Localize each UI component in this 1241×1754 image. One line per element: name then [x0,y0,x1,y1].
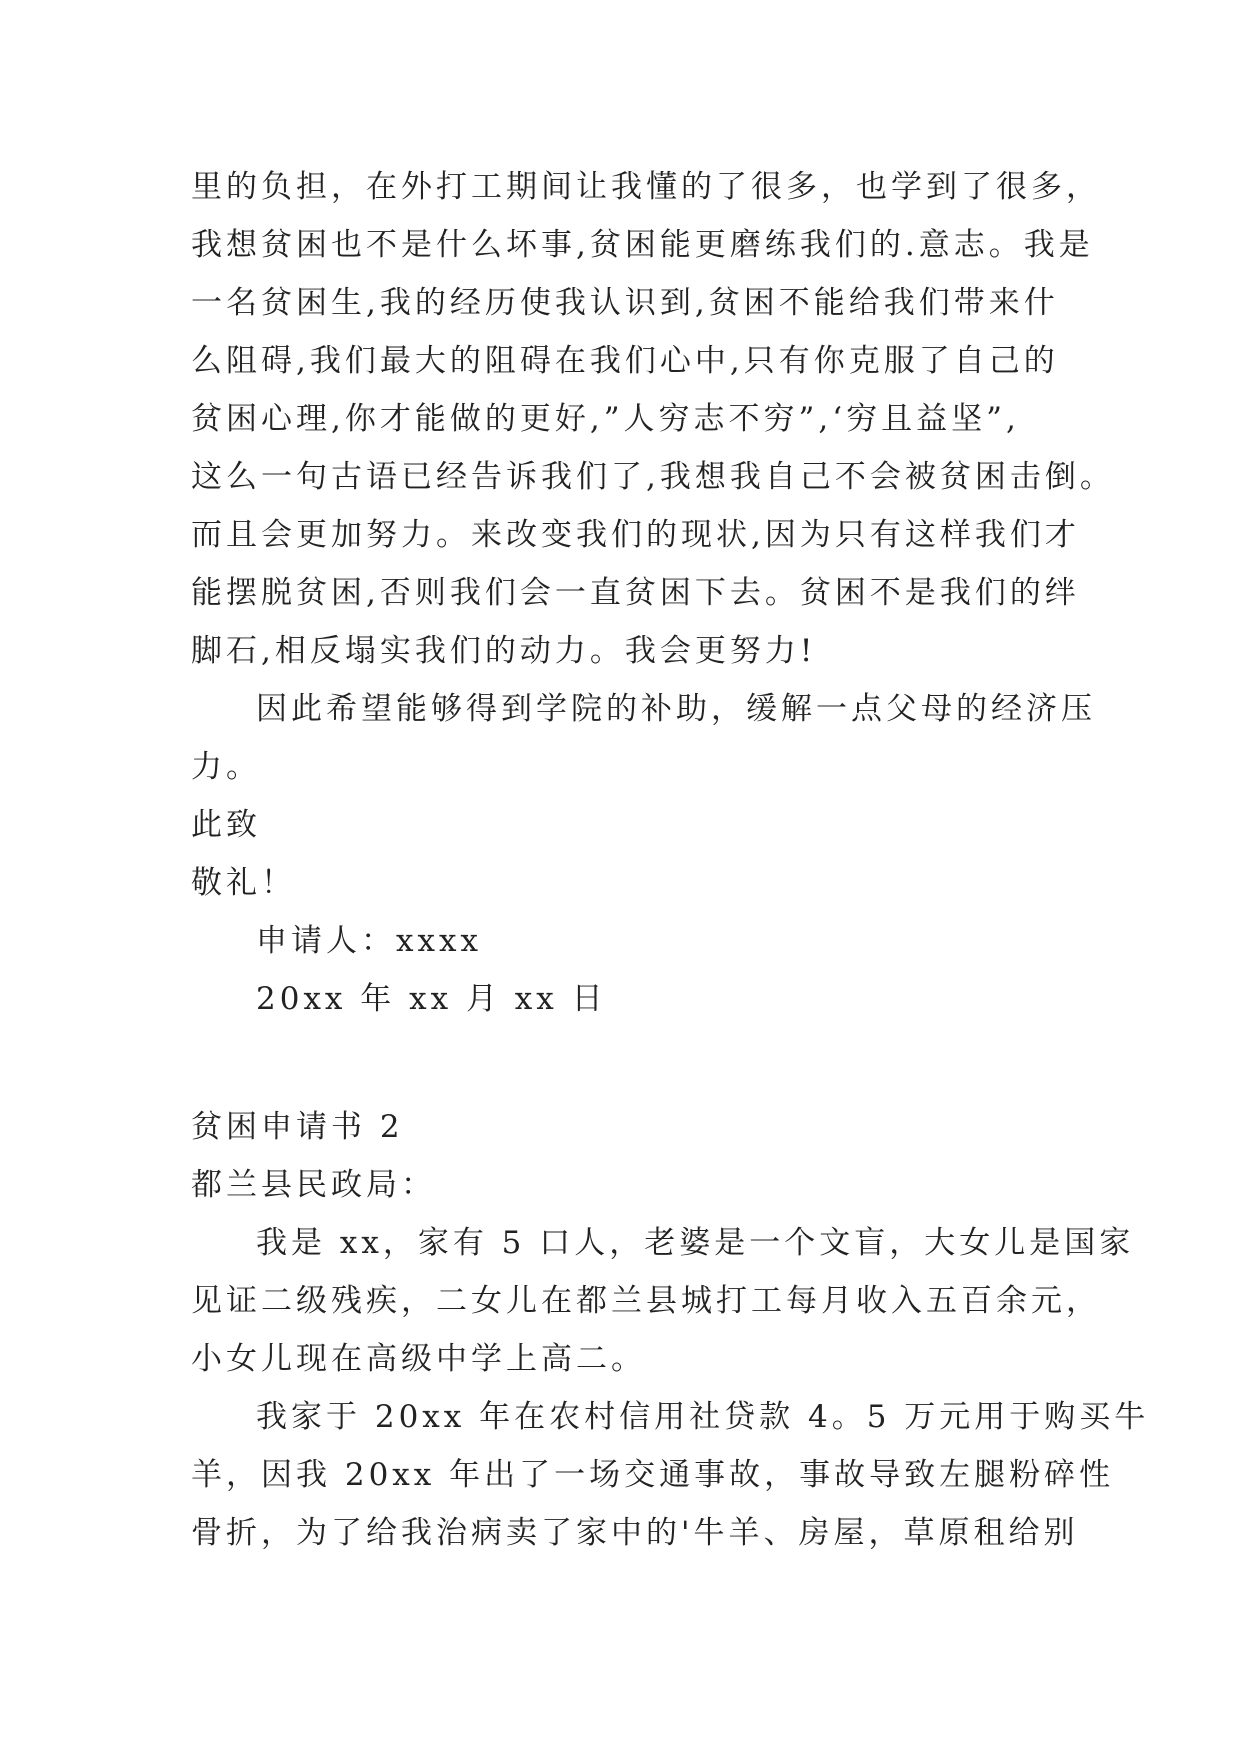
text-line: 能摆脱贫困,否则我们会一直贫困下去。贫困不是我们的绊 [191,575,1080,611]
text-line: 我想贫困也不是什么坏事,贫困能更磨练我们的.意志。我是 [191,227,1094,263]
section-title: 贫困申请书 2 [191,1109,404,1145]
text-line: 我家于 20xx 年在农村信用社贷款 4。5 万元用于购买牛 [256,1399,1150,1435]
paragraph-3 [191,1214,1135,1388]
paragraph-2 [191,680,1096,796]
paragraph-4 [191,1388,1150,1562]
text-line: 因此希望能够得到学院的补助，缓解一点父母的经济压 [256,691,1096,727]
document-body [191,158,1150,1562]
text-line: 而且会更加努力。来改变我们的现状,因为只有这样我们才 [191,517,1080,553]
text-line: 见证二级残疾，二女儿在都兰县城打工每月收入五百余元， [191,1283,1101,1319]
text-line: 贫困心理,你才能做的更好,”人穷志不穷”,‘穷且益坚”, [191,401,1020,437]
text-line: 力。 [191,749,261,785]
text-line: 羊，因我 20xx 年出了一场交通事故，事故导致左腿粉碎性 [191,1457,1115,1493]
section-spacer [191,1028,1071,1098]
application-date: 20xx 年 xx 月 xx 日 [256,981,607,1017]
text-line: 一名贫困生,我的经历使我认识到,贫困不能给我们带来什 [191,285,1059,321]
applicant-signature: 申请人：xxxx [256,923,482,959]
text-line: 脚石,相反塌实我们的动力。我会更努力! [191,633,817,669]
recipient: 都兰县民政局： [191,1167,436,1203]
closing-regards: 敬礼！ [191,865,296,901]
text-line: 么阻碍,我们最大的阻碍在我们心中,只有你克服了自己的 [191,343,1059,379]
closing-salutation: 此致 [191,807,261,843]
text-line: 骨折，为了给我治病卖了家中的'牛羊、房屋，草原租给别 [191,1515,1079,1551]
text-line: 这么一句古语已经告诉我们了,我想我自己不会被贫困击倒。 [191,459,1115,495]
text-line: 小女儿现在高级中学上高二。 [191,1341,646,1377]
text-line: 我是 xx，家有 5 口人，老婆是一个文盲，大女儿是国家 [256,1225,1135,1261]
paragraph-1 [191,158,1115,680]
text-line: 里的负担，在外打工期间让我懂的了很多，也学到了很多， [191,169,1101,205]
